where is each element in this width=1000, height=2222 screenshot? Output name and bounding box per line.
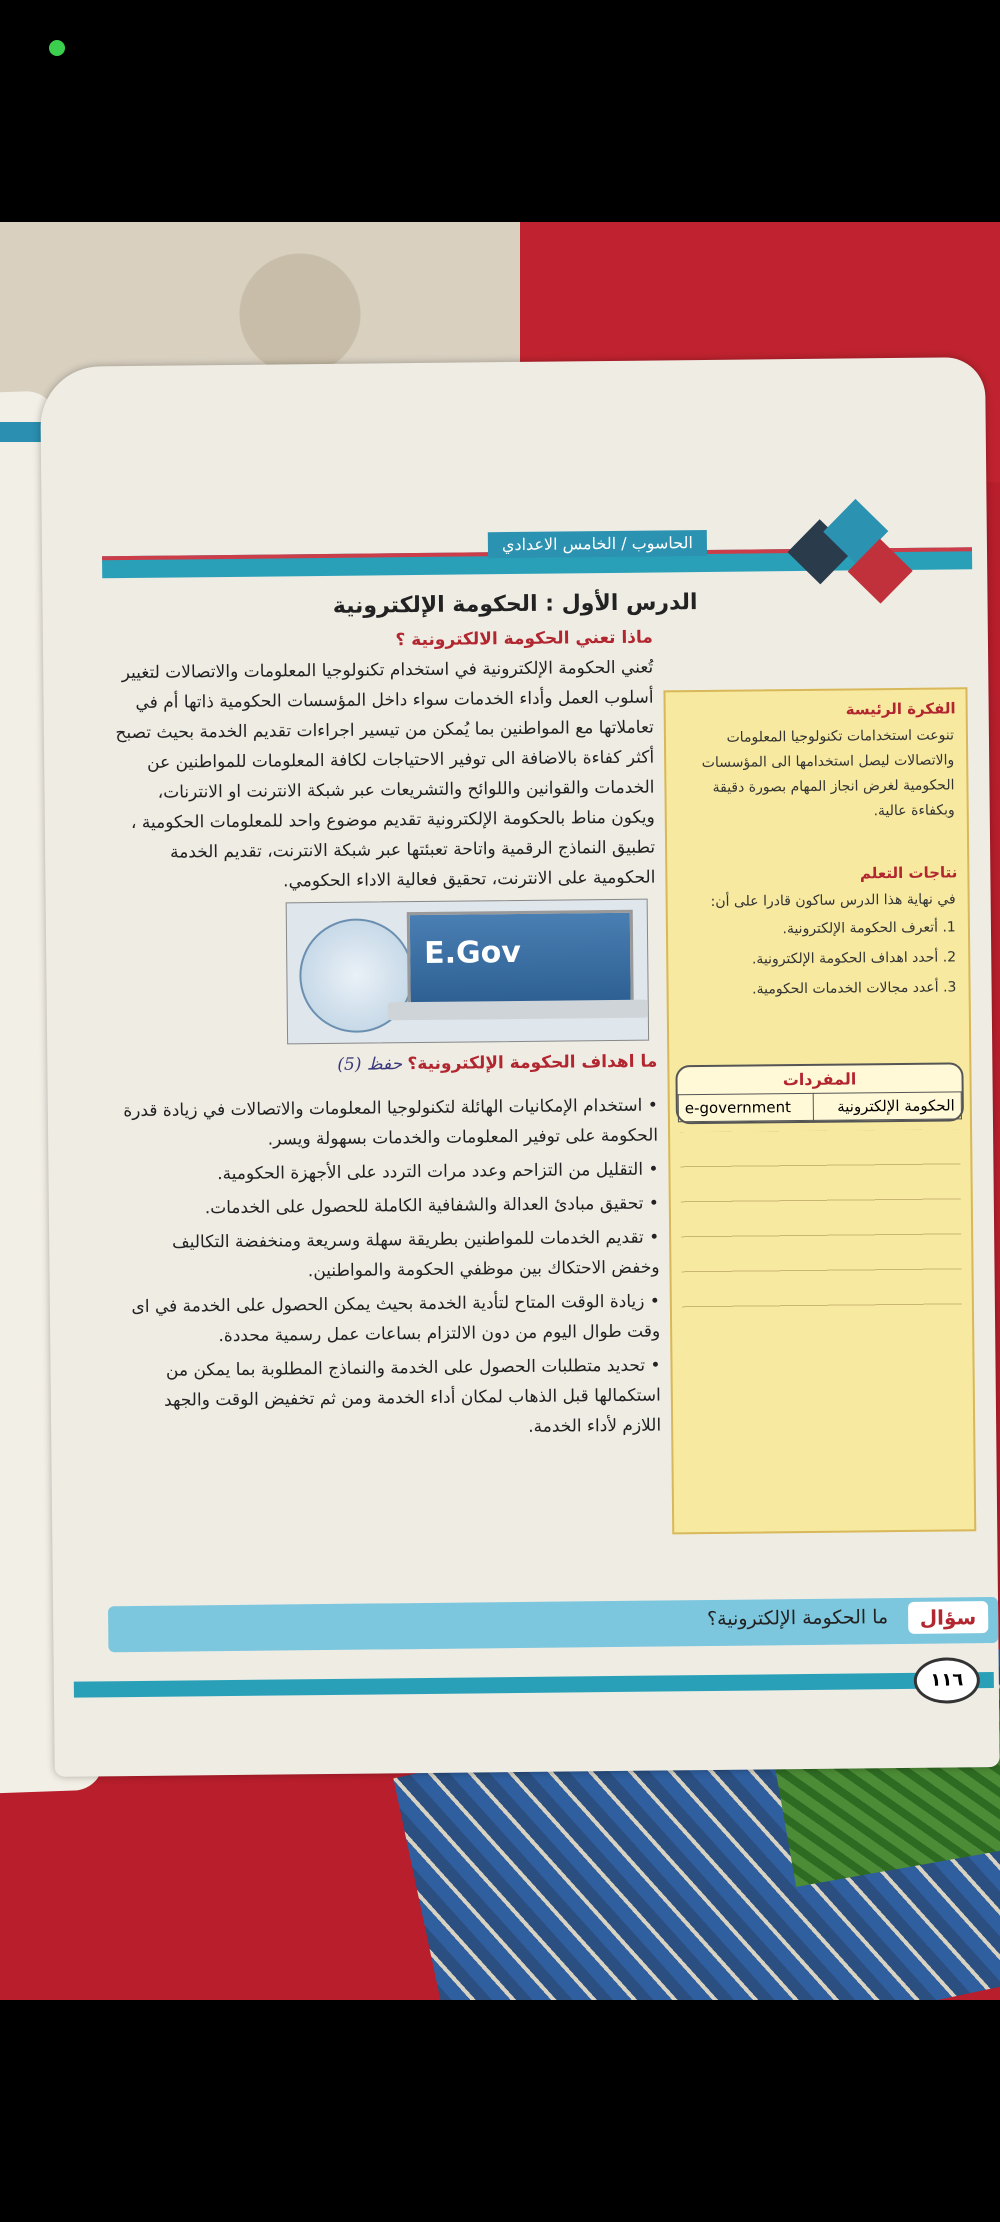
main-idea-title: الفكرة الرئيسة (845, 699, 956, 719)
list-item: • تحديد متطلبات الحصول على الخدمة والنماذج المطلوبة بما يمكن من استكمالها قبل الذهاب لمكان أداء الخدمة ومن ثم تخفيض الوقت والجهد اللازم لأداء الخدمة. (120, 1351, 661, 1447)
egov-label: E.Gov (424, 934, 522, 971)
question-bar (108, 1597, 998, 1652)
question-label: سؤال (908, 1601, 989, 1634)
laptop-base (388, 1000, 648, 1021)
ruled-lines (680, 1129, 962, 1322)
chapter-label: الحاسوب / الخامس الاعدادي (488, 530, 707, 558)
vocab-arabic: الحكومة الإلكترونية (813, 1092, 961, 1121)
textbook-page (40, 357, 1000, 1777)
list-item: • تحقيق مبادئ العدالة والشفافية الكاملة للحصول على الخدمات. (119, 1189, 659, 1225)
status-indicator-dot (49, 40, 65, 56)
outcomes-title: نتاجات التعلم (859, 863, 958, 883)
definition-paragraph: تُعني الحكومة الإلكترونية في استخدام تكنولوجيا المعلومات والاتصالات لتغيير أسلوب العمل وأداء الخدمات سواء داخل المؤسسات الحكومية ذاتها أم في تعاملاتها مع المواطنين بما يُمكن من تيسير اجراءات تقديم الخدمة بحيث تصبح أكثر كفاءة بالاضافة الى توفير الاحتياجات لكافة المعلومات للمواطنين عن الخدمات والقوانين واللوائح والتشريعات عبر شبكة الانترنت او الانترنات، ويكون مناط بالحكومة الإلكترونية تقديم موضوع واحد للمعلومات الحكومية ، تطبيق النماذج الرقمية واتاحة تعبئتها عبر شبكة الانترنت، تقديم الخدمة الحكومية على الانترنت، تحقيق فعالية الاداء الحكومي. (115, 657, 656, 892)
footer-band (74, 1672, 994, 1698)
sidebar-panel (663, 687, 976, 1534)
vocabulary-title: المفردات (782, 1069, 857, 1090)
vocabulary-box (675, 1062, 964, 1124)
list-item: • التقليل من التزاحم وعدد مرات التردد على الأجهزة الحكومية. (118, 1155, 658, 1191)
outcomes-intro: في نهاية هذا الدرس ساكون قادرا على أن: (710, 891, 956, 910)
goals-list (118, 1091, 662, 1447)
list-item: • زيادة الوقت المتاح لتأدية الخدمة بحيث يمكن الحصول على الخدمة في اى وقت طوال اليوم من دون الالتزام بساعات عمل رسمية محددة. (120, 1287, 661, 1353)
lesson-title: الدرس الأول : الحكومة الإلكترونية (332, 590, 698, 619)
list-item: 2. أحدد اهداف الحكومة الإلكترونية. (676, 943, 938, 976)
list-item: 1. أتعرف الحكومة الإلكترونية. (676, 913, 938, 946)
list-item: • استخدام الإمكانيات الهائلة لتكنولوجيا المعلومات والاتصالات في زيادة قدرة الحكومة على توفير المعلومات والخدمات بسهولة ويسر. (118, 1091, 659, 1157)
handwritten-note: حفظ (5) (337, 1054, 403, 1075)
photo (0, 222, 1000, 2000)
main-idea-text: تنوعت استخدامات تكنولوجيا المعلومات والاتصالات ليصل استخدامها الى المؤسسات الحكومية لغرض انجاز المهام بصورة دقيقة وبكفاءة عالية. (701, 727, 955, 820)
laptop-screen (407, 910, 634, 1008)
list-item: • تقديم الخدمات للمواطنين بطريقة سهلة وسريعة ومنخفضة التكاليف وخفض الاحتكاك بين موظفي الحكومة والمواطنين. (119, 1223, 660, 1289)
vocabulary-table (678, 1091, 962, 1122)
page-number: ١١٦ (914, 1657, 980, 1704)
table-row (678, 1092, 961, 1122)
vocab-english: e-government (678, 1093, 813, 1121)
question-text: ما الحكومة الإلكترونية؟ (706, 1606, 889, 1631)
outcomes-list (676, 913, 939, 1006)
list-item: 3. أعدد مجالات الخدمات الحكومية. (676, 973, 938, 1006)
main-content (113, 623, 662, 1451)
header-decoration (787, 508, 928, 619)
egov-illustration (286, 899, 649, 1045)
goals-title: ما اهداف الحكومة الإلكترونية؟ (407, 1051, 658, 1075)
definition-question: ماذا تعني الحكومة الالكترونية ؟ (395, 627, 653, 651)
